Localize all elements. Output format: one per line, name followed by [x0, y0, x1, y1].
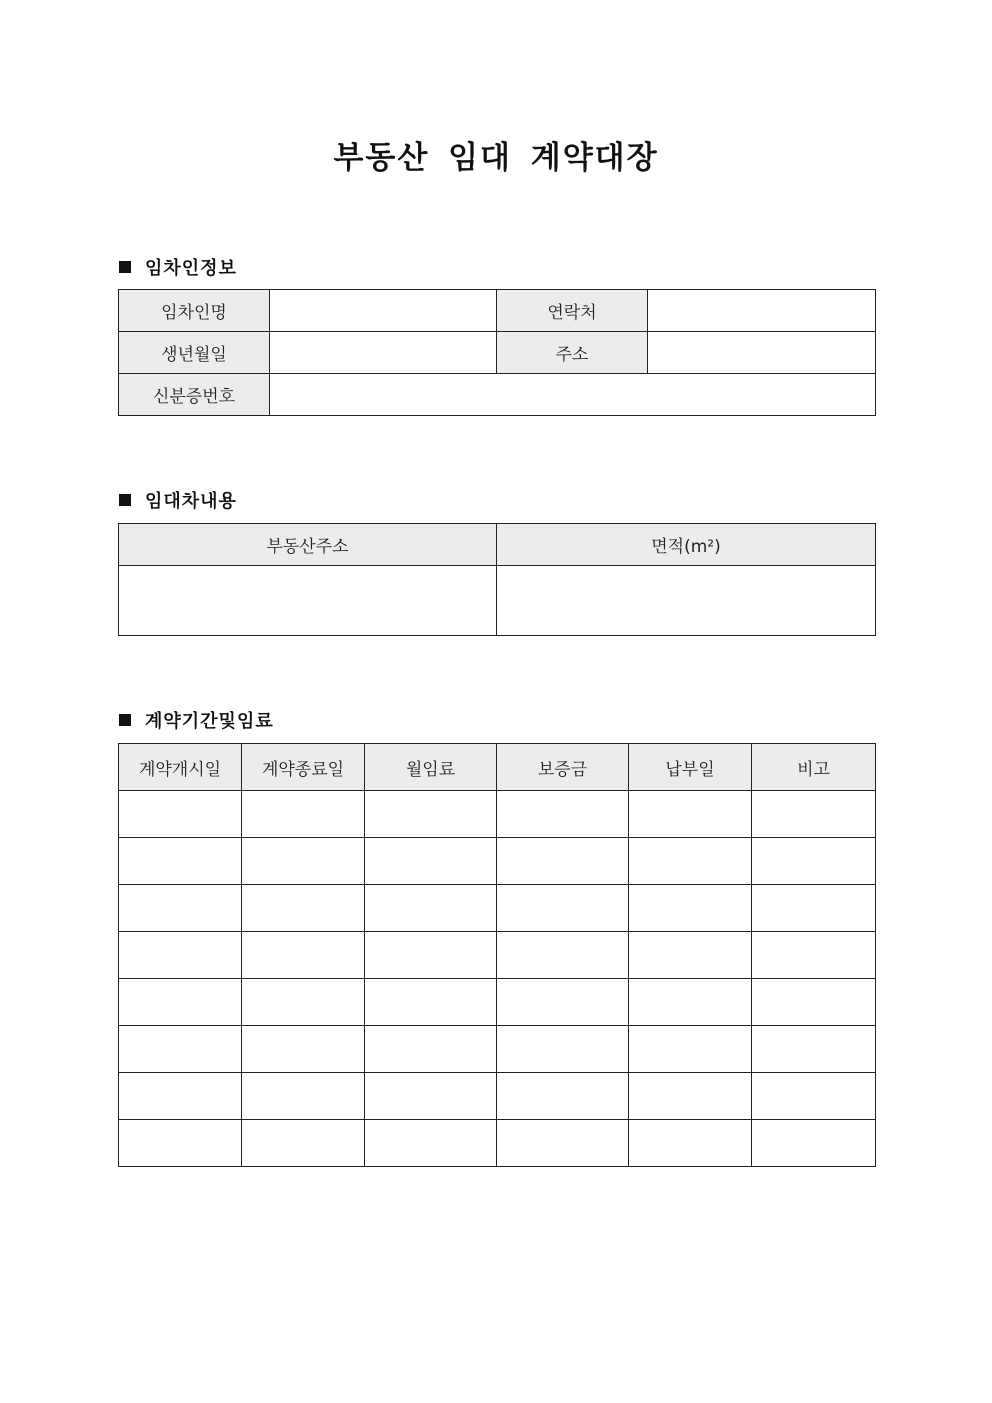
tenant-info-table: [118, 289, 876, 416]
start-date-header: 계약개시일: [119, 744, 242, 791]
table-row: [119, 838, 876, 885]
contract-section-title: 계약기간및임료: [145, 711, 274, 732]
table-header-row: [119, 524, 876, 566]
remarks-cell[interactable]: [752, 932, 876, 979]
deposit-cell[interactable]: [497, 791, 629, 838]
contact-field[interactable]: [648, 290, 876, 332]
end-date-cell[interactable]: [242, 791, 365, 838]
table-row: [119, 566, 876, 636]
square-bullet-icon: [119, 261, 131, 273]
table-row: [119, 332, 876, 374]
table-row: [119, 374, 876, 416]
tenant-section-title: 임차인정보: [145, 258, 237, 279]
monthly-rent-header: 월임료: [365, 744, 497, 791]
start-date-cell[interactable]: [119, 791, 242, 838]
tenant-section-heading: [119, 254, 237, 280]
deposit-header: 보증금: [497, 744, 629, 791]
square-bullet-icon: [119, 714, 131, 726]
monthly-rent-cell[interactable]: [365, 1073, 497, 1120]
end-date-cell[interactable]: [242, 979, 365, 1026]
remarks-cell[interactable]: [752, 1120, 876, 1167]
payment-day-cell[interactable]: [629, 932, 752, 979]
payment-day-cell[interactable]: [629, 791, 752, 838]
start-date-cell[interactable]: [119, 1073, 242, 1120]
monthly-rent-cell[interactable]: [365, 885, 497, 932]
deposit-cell[interactable]: [497, 885, 629, 932]
page-title: 부동산 임대 계약대장: [333, 140, 659, 176]
table-row: [119, 885, 876, 932]
deposit-cell[interactable]: [497, 1120, 629, 1167]
contract-section-heading: [119, 707, 274, 733]
contact-label: 연락처: [497, 290, 648, 332]
rental-section-heading: [119, 487, 237, 513]
monthly-rent-cell[interactable]: [365, 838, 497, 885]
end-date-cell[interactable]: [242, 932, 365, 979]
deposit-cell[interactable]: [497, 932, 629, 979]
end-date-cell[interactable]: [242, 1073, 365, 1120]
start-date-cell[interactable]: [119, 885, 242, 932]
table-header-row: [119, 744, 876, 791]
payment-day-cell[interactable]: [629, 1120, 752, 1167]
payment-day-cell[interactable]: [629, 979, 752, 1026]
table-row: [119, 1026, 876, 1073]
table-row: [119, 979, 876, 1026]
address-field[interactable]: [648, 332, 876, 374]
remarks-cell[interactable]: [752, 979, 876, 1026]
birth-date-label: 생년월일: [119, 332, 270, 374]
start-date-cell[interactable]: [119, 1026, 242, 1073]
payment-day-header: 납부일: [629, 744, 752, 791]
rental-section-title: 임대차내용: [145, 491, 237, 512]
payment-day-cell[interactable]: [629, 1026, 752, 1073]
property-address-field[interactable]: [119, 566, 497, 636]
contract-period-table: [118, 743, 876, 1167]
deposit-cell[interactable]: [497, 979, 629, 1026]
area-header: 면적(m²): [497, 524, 876, 566]
table-row: [119, 1120, 876, 1167]
tenant-name-field[interactable]: [270, 290, 497, 332]
start-date-cell[interactable]: [119, 1120, 242, 1167]
table-row: [119, 290, 876, 332]
table-row: [119, 932, 876, 979]
rental-content-table: [118, 523, 876, 636]
id-number-field[interactable]: [270, 374, 876, 416]
monthly-rent-cell[interactable]: [365, 932, 497, 979]
deposit-cell[interactable]: [497, 1026, 629, 1073]
payment-day-cell[interactable]: [629, 838, 752, 885]
payment-day-cell[interactable]: [629, 885, 752, 932]
table-row: [119, 1073, 876, 1120]
remarks-header: 비고: [752, 744, 876, 791]
end-date-cell[interactable]: [242, 885, 365, 932]
remarks-cell[interactable]: [752, 885, 876, 932]
birth-date-field[interactable]: [270, 332, 497, 374]
square-bullet-icon: [119, 494, 131, 506]
start-date-cell[interactable]: [119, 838, 242, 885]
start-date-cell[interactable]: [119, 932, 242, 979]
monthly-rent-cell[interactable]: [365, 791, 497, 838]
start-date-cell[interactable]: [119, 979, 242, 1026]
remarks-cell[interactable]: [752, 1026, 876, 1073]
address-label: 주소: [497, 332, 648, 374]
monthly-rent-cell[interactable]: [365, 979, 497, 1026]
monthly-rent-cell[interactable]: [365, 1026, 497, 1073]
end-date-cell[interactable]: [242, 1120, 365, 1167]
id-number-label: 신분증번호: [119, 374, 270, 416]
remarks-cell[interactable]: [752, 1073, 876, 1120]
payment-day-cell[interactable]: [629, 1073, 752, 1120]
remarks-cell[interactable]: [752, 838, 876, 885]
property-address-header: 부동산주소: [119, 524, 497, 566]
deposit-cell[interactable]: [497, 838, 629, 885]
end-date-cell[interactable]: [242, 838, 365, 885]
table-row: [119, 791, 876, 838]
area-field[interactable]: [497, 566, 876, 636]
monthly-rent-cell[interactable]: [365, 1120, 497, 1167]
tenant-name-label: 임차인명: [119, 290, 270, 332]
remarks-cell[interactable]: [752, 791, 876, 838]
end-date-header: 계약종료일: [242, 744, 365, 791]
deposit-cell[interactable]: [497, 1073, 629, 1120]
end-date-cell[interactable]: [242, 1026, 365, 1073]
